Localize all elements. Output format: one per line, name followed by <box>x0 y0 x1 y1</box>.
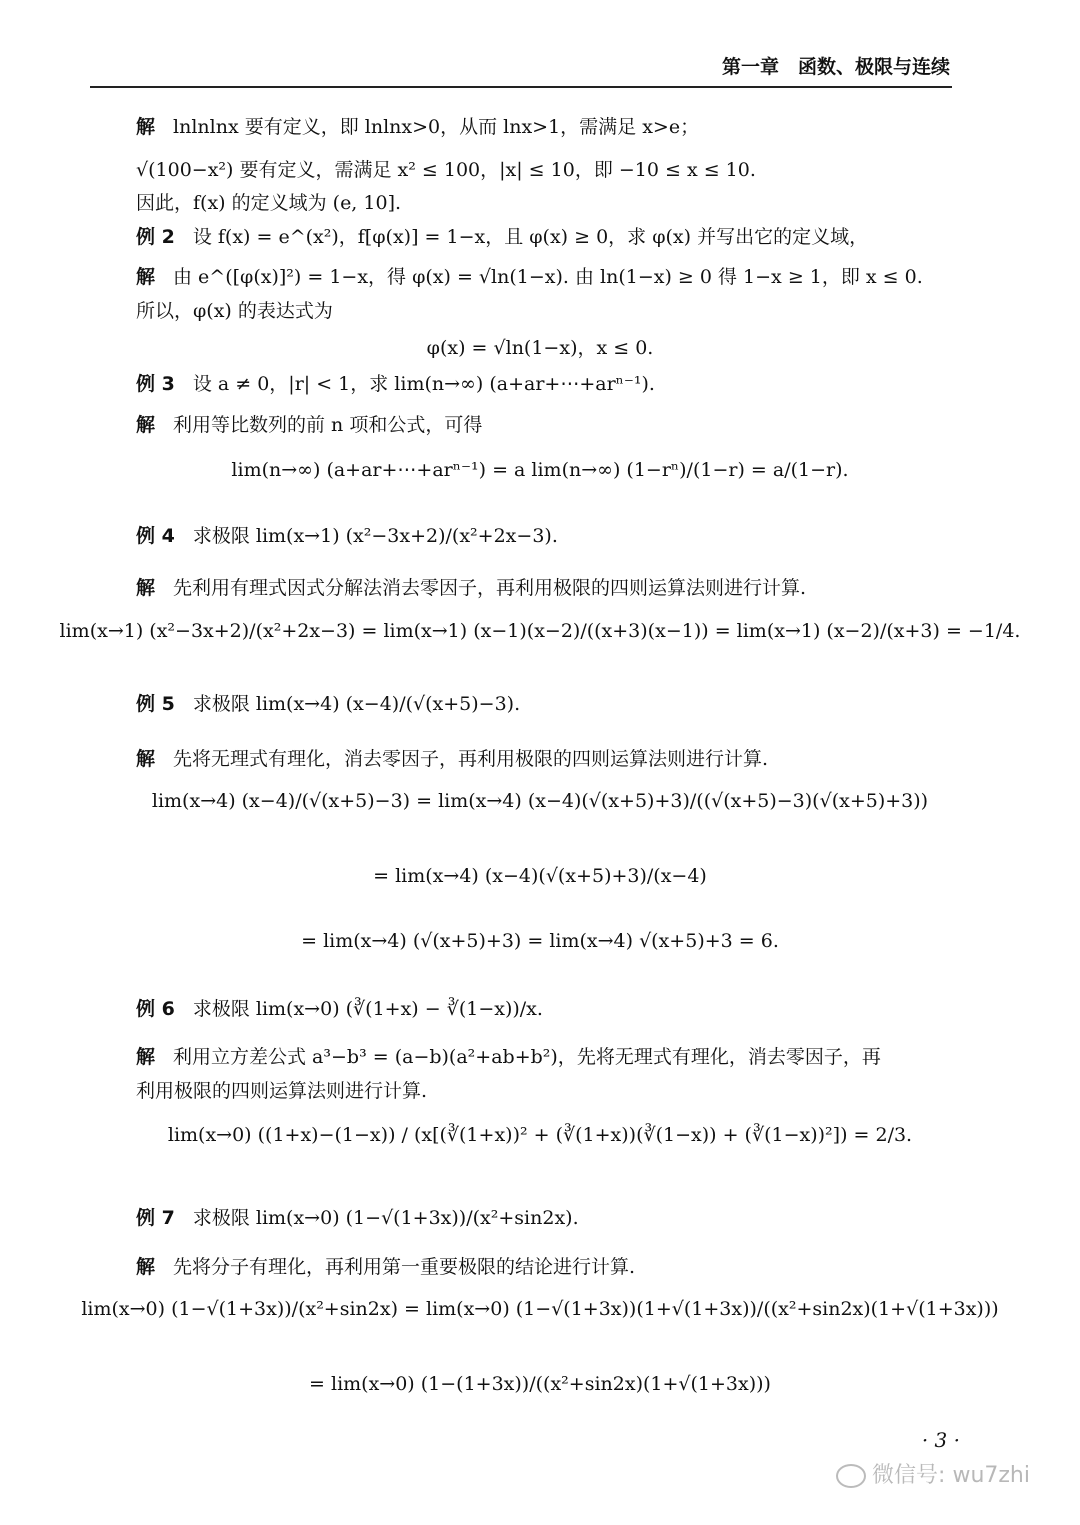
line-label: 例 4 <box>136 525 175 547</box>
line-text: 利用立方差公式 a³−b³ = (a−b)(a²+ab+b²)，先将无理式有理化，消去零因子，再 <box>173 1046 881 1068</box>
line-text: 先将分子有理化，再利用第一重要极限的结论进行计算. <box>173 1256 636 1278</box>
line-text: 所以，φ(x) 的表达式为 <box>136 300 333 322</box>
equation-line <box>0 333 1080 360</box>
equation-line <box>0 865 1080 887</box>
line-text: = lim(x→0) (1−(1+3x))/((x²+sin2x)(1+√(1+3x))) <box>309 1373 771 1395</box>
text-line <box>136 1076 427 1103</box>
line-label: 解 <box>136 116 156 138</box>
text-line <box>136 222 868 249</box>
watermark <box>836 1458 1030 1489</box>
equation-line <box>0 620 1080 642</box>
equation-line <box>0 790 1080 812</box>
line-text: lim(n→∞) (a+ar+⋯+arⁿ⁻¹) = a lim(n→∞) (1−rⁿ)/(1−r) = a/(1−r). <box>231 459 849 481</box>
header-rule <box>90 86 952 88</box>
equation-line <box>0 1298 1080 1320</box>
line-text: 设 a ≠ 0，|r| < 1，求 lim(n→∞) (a+ar+⋯+arⁿ⁻¹). <box>192 373 655 395</box>
chapter-header: 第一章 函数、极限与连续 <box>721 56 950 78</box>
watermark-text: 微信号: wu7zhi <box>872 1463 1030 1488</box>
line-label: 例 7 <box>136 1207 175 1229</box>
line-text: lnlnlnx 要有定义，即 lnlnx>0，从而 lnx>1，需满足 x>e； <box>173 116 700 138</box>
equation-line <box>0 930 1080 952</box>
line-text: √(100−x²) 要有定义，需满足 x² ≤ 100，|x| ≤ 10，即 −10 ≤ x ≤ 10. <box>136 159 756 181</box>
line-text: φ(x) = √ln(1−x)，x ≤ 0. <box>426 337 654 359</box>
line-label: 解 <box>136 414 156 436</box>
line-label: 例 3 <box>136 373 175 395</box>
equation-line <box>0 1124 1080 1146</box>
line-text: 由 e^([φ(x)]²) = 1−x，得 φ(x) = √ln(1−x). 由 ln(1−x) ≥ 0 得 1−x ≥ 1，即 x ≤ 0. <box>173 266 923 288</box>
line-label: 例 6 <box>136 998 175 1020</box>
line-text: 求极限 lim(x→4) (x−4)/(√(x+5)−3). <box>192 693 521 715</box>
text-line <box>136 369 655 396</box>
text-line <box>136 296 333 323</box>
line-text: 先利用有理式因式分解法消去零因子，再利用极限的四则运算法则进行计算. <box>173 577 807 599</box>
wechat-icon <box>836 1464 866 1488</box>
line-label: 解 <box>136 1046 156 1068</box>
text-line <box>136 262 923 289</box>
text-line <box>136 1252 635 1279</box>
line-label: 例 5 <box>136 693 175 715</box>
line-label: 解 <box>136 577 156 599</box>
page-number: · 3 · <box>921 1428 960 1452</box>
text-line <box>136 155 756 182</box>
line-label: 解 <box>136 748 156 770</box>
line-text: lim(x→0) ((1+x)−(1−x)) / (x[(∛(1+x))² + (∛(1+x))(∛(1−x)) + (∛(1−x))²]) = 2/3. <box>167 1124 913 1146</box>
line-text: 利用极限的四则运算法则进行计算. <box>136 1080 428 1102</box>
line-text: = lim(x→4) (x−4)(√(x+5)+3)/(x−4) <box>373 865 707 887</box>
equation-line <box>0 1373 1080 1395</box>
line-text: lim(x→4) (x−4)/(√(x+5)−3) = lim(x→4) (x−4)(√(x+5)+3)/((√(x+5)−3)(√(x+5)+3)) <box>151 790 929 812</box>
line-text: 求极限 lim(x→0) (1−√(1+3x))/(x²+sin2x). <box>192 1207 579 1229</box>
line-text: 求极限 lim(x→1) (x²−3x+2)/(x²+2x−3). <box>192 525 558 547</box>
text-line <box>136 112 699 139</box>
text-line <box>136 573 806 600</box>
line-label: 解 <box>136 1256 156 1278</box>
text-line <box>136 410 482 437</box>
line-text: = lim(x→4) (√(x+5)+3) = lim(x→4) √(x+5)+3 = 6. <box>301 930 779 952</box>
line-text: lim(x→1) (x²−3x+2)/(x²+2x−3) = lim(x→1) (x−1)(x−2)/((x+3)(x−1)) = lim(x→1) (x−2)/(x+3) = −1/4. <box>59 620 1021 642</box>
line-text: 求极限 lim(x→0) (∛(1+x) − ∛(1−x))/x. <box>192 998 543 1020</box>
line-text: 因此，f(x) 的定义域为 (e, 10]. <box>136 192 402 214</box>
line-text: 设 f(x) = e^(x²)，f[φ(x)] = 1−x，且 φ(x) ≥ 0，求 φ(x) 并写出它的定义域， <box>192 226 869 248</box>
text-line <box>136 521 558 548</box>
text-line <box>136 1203 579 1230</box>
line-label: 例 2 <box>136 226 175 248</box>
line-text: lim(x→0) (1−√(1+3x))/(x²+sin2x) = lim(x→0) (1−√(1+3x))(1+√(1+3x))/((x²+sin2x)(1+√(1+3x))) <box>81 1298 999 1320</box>
line-text: 利用等比数列的前 n 项和公式，可得 <box>173 414 483 436</box>
text-line <box>136 1042 881 1069</box>
text-line <box>136 744 768 771</box>
line-label: 解 <box>136 266 156 288</box>
text-line <box>136 188 401 215</box>
text-line <box>136 689 520 716</box>
equation-line <box>0 459 1080 481</box>
text-line <box>136 994 543 1021</box>
line-text: 先将无理式有理化，消去零因子，再利用极限的四则运算法则进行计算. <box>173 748 769 770</box>
